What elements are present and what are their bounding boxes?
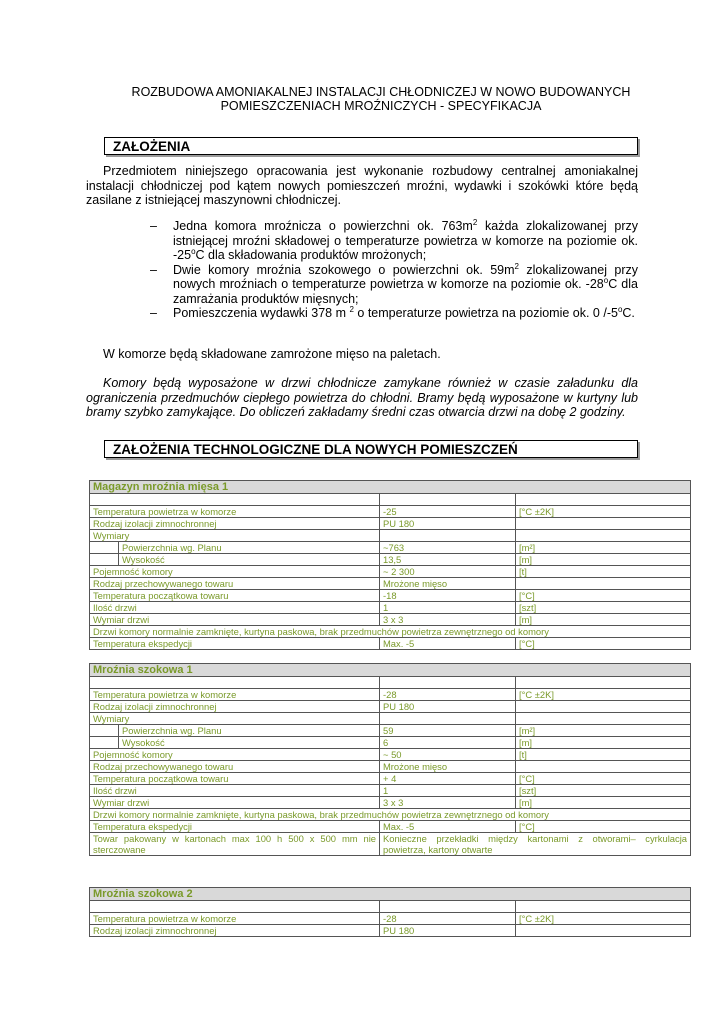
row-label: Wysokość	[122, 737, 165, 748]
list-item-text: zlokalizowanej przy nowych mroźniach o temperaturze powietrza w komorze na poziomie ok. -28	[173, 262, 638, 291]
list-item	[150, 219, 638, 263]
row-value: Max. -5	[380, 821, 516, 833]
row-value: -28	[380, 689, 516, 701]
row-value: 1	[380, 785, 516, 797]
table-row	[90, 506, 691, 518]
dash-bullet: –	[150, 306, 157, 320]
row-unit: [t]	[516, 566, 691, 578]
row-label: Ilość drzwi	[90, 785, 380, 797]
list-item-text: Pomieszczenia wydawki 378 m	[173, 306, 350, 320]
row-unit: [m²]	[516, 725, 691, 737]
section-heading-technologiczne: ZAŁOŻENIA TECHNOLOGICZNE DLA NOWYCH POMIESZCZEŃ	[104, 440, 638, 458]
superscript: 2	[514, 261, 519, 271]
row-label: Temperatura ekspedycji	[90, 638, 380, 650]
table-row	[90, 773, 691, 785]
row-unit: [°C ±2K]	[516, 913, 691, 925]
table-row	[90, 821, 691, 833]
row-value	[380, 713, 516, 725]
row-unit: [°C ±2K]	[516, 689, 691, 701]
row-label: Wymiar drzwi	[90, 614, 380, 626]
row-value: Konieczne przekładki między kartonami z otworami– cyrkulacja powietrza, kartony otwarte	[380, 833, 691, 856]
row-label: Wymiar drzwi	[90, 797, 380, 809]
table-row	[90, 602, 691, 614]
row-label: Temperatura powietrza w komorze	[90, 689, 380, 701]
spec-table-szokowa-1	[89, 663, 691, 856]
table-row	[90, 749, 691, 761]
table-title: Mroźnia szokowa 1	[90, 664, 691, 677]
table-row-towar	[90, 833, 691, 856]
row-unit: [m]	[516, 554, 691, 566]
table-row	[90, 590, 691, 602]
list-item-text: o temperaturze powietrza na poziomie ok. 0 /-5	[353, 306, 618, 320]
table-row-note	[90, 626, 691, 638]
row-label: Rodzaj przechowywanego towaru	[90, 578, 380, 590]
list-item-text: Dwie komory mroźnia szokowego o powierzchni ok. 59m	[173, 262, 515, 277]
table-row-note	[90, 809, 691, 821]
row-unit	[516, 578, 691, 590]
assumptions-list	[150, 219, 638, 321]
row-label: Temperatura początkowa towaru	[90, 590, 380, 602]
row-unit: [°C]	[516, 638, 691, 650]
table-row	[90, 518, 691, 530]
storage-paragraph	[86, 347, 638, 362]
row-label: Rodzaj izolacji zimnochronnej	[90, 701, 380, 713]
intro-text: Przedmiotem niniejszego opracowania jest wykonanie rozbudowy centralnej amoniakalnej instalacji chłodniczej pod kątem nowych pomieszczeń mroźni, wydawki i szokówki które będą zasilane z istniejącej maszynowni chłodniczej.	[86, 164, 638, 207]
row-value: Max. -5	[380, 638, 516, 650]
table-row	[90, 713, 691, 725]
row-value: -28	[380, 913, 516, 925]
row-label: Wymiary	[90, 713, 380, 725]
spec-table-mroznia-1	[89, 480, 691, 650]
row-value: Mrożone mięso	[380, 761, 516, 773]
row-value: + 4	[380, 773, 516, 785]
row-unit	[516, 925, 691, 937]
list-item-text: Jedna komora mroźnicza o powierzchni ok. 763m	[173, 219, 473, 233]
row-unit	[516, 518, 691, 530]
dash-bullet: –	[150, 262, 157, 277]
row-note: Drzwi komory normalnie zamknięte, kurtyna paskowa, brak przedmuchów powietrza zewnętrznego od komory	[90, 626, 691, 638]
row-unit: [m²]	[516, 542, 691, 554]
table-row	[90, 701, 691, 713]
document-title	[86, 85, 676, 113]
dash-bullet: –	[150, 219, 157, 233]
row-label: Temperatura ekspedycji	[90, 821, 380, 833]
row-value: ~ 50	[380, 749, 516, 761]
superscript: o	[191, 246, 196, 256]
row-value: PU 180	[380, 925, 516, 937]
storage-text: W komorze będą składowane zamrożone mięso na paletach.	[103, 347, 441, 361]
table-row	[90, 725, 691, 737]
row-value: ~ 2 300	[380, 566, 516, 578]
row-label: Ilość drzwi	[90, 602, 380, 614]
table-row	[90, 797, 691, 809]
table-row	[90, 530, 691, 542]
table-row	[90, 638, 691, 650]
row-value: PU 180	[380, 518, 516, 530]
row-value: 1	[380, 602, 516, 614]
row-value: -25	[380, 506, 516, 518]
row-unit	[516, 761, 691, 773]
superscript: 2	[349, 304, 354, 314]
row-unit: [szt]	[516, 602, 691, 614]
row-label: Temperatura powietrza w komorze	[90, 913, 380, 925]
table-title: Magazyn mroźnia mięsa 1	[90, 481, 691, 494]
row-value: PU 180	[380, 701, 516, 713]
row-unit: [m]	[516, 797, 691, 809]
row-label: Towar pakowany w kartonach max 100 h 500 x 500 mm nie sterczowane	[90, 833, 380, 856]
row-label: Rodzaj izolacji zimnochronnej	[90, 925, 380, 937]
row-value: 59	[380, 725, 516, 737]
row-unit: [°C]	[516, 590, 691, 602]
row-value	[380, 530, 516, 542]
table-row-empty	[90, 901, 691, 913]
row-unit: [m]	[516, 737, 691, 749]
superscript: o	[603, 275, 609, 285]
list-item	[150, 306, 638, 321]
row-unit: [szt]	[516, 785, 691, 797]
list-item-text: C dla składowania produktów mrożonych;	[195, 248, 427, 262]
row-unit: [t]	[516, 749, 691, 761]
table-row	[90, 566, 691, 578]
list-item-text: C dla zamrażania produktów mięsnych;	[173, 277, 638, 306]
table-row-empty	[90, 494, 691, 506]
row-label: Wymiary	[90, 530, 380, 542]
row-unit: [°C]	[516, 821, 691, 833]
title-line-1: ROZBUDOWA AMONIAKALNEJ INSTALACJI CHŁODNICZEJ W NOWO BUDOWANYCH	[131, 85, 631, 99]
table-row	[90, 913, 691, 925]
row-unit	[516, 701, 691, 713]
row-unit	[516, 713, 691, 725]
section-heading-zalozenia: ZAŁOŻENIA	[104, 137, 638, 155]
list-item-text: każda zlokalizowanej przy istniejącej mroźni składowej o temperaturze powietrza w komorze na poziomie ok. -25	[173, 219, 638, 262]
row-unit: [°C]	[516, 773, 691, 785]
doors-text: Komory będą wyposażone w drzwi chłodnicze zamykane również w czasie załadunku dla ograniczenia przedmuchów ciepłego powietrza do chłodni. Bramy będą wyposażone w kurtyny lub bramy szybko zamykające. Do obliczeń zakładamy średni czas otwarcia drzwi na dobę 2 godziny.	[86, 376, 638, 419]
row-label: Temperatura początkowa towaru	[90, 773, 380, 785]
row-label: Pojemność komory	[90, 749, 380, 761]
title-line-2: POMIESZCZENIACH MROŹNICZYCH - SPECYFIKACJA	[220, 99, 542, 113]
row-label: Rodzaj przechowywanego towaru	[90, 761, 380, 773]
row-label: Powierzchnia wg. Planu	[122, 725, 222, 736]
row-label: Pojemność komory	[90, 566, 380, 578]
row-label: Temperatura powietrza w komorze	[90, 506, 380, 518]
row-label: Rodzaj izolacji zimnochronnej	[90, 518, 380, 530]
list-item	[150, 263, 638, 307]
list-item-text: C.	[622, 306, 635, 320]
table-row	[90, 689, 691, 701]
table-row	[90, 614, 691, 626]
table-row-empty	[90, 677, 691, 689]
table-row	[90, 785, 691, 797]
row-value: 3 x 3	[380, 797, 516, 809]
table-title: Mroźnia szokowa 2	[90, 888, 691, 901]
row-value: ~763	[380, 542, 516, 554]
spec-table-szokowa-2	[89, 887, 691, 937]
superscript: o	[617, 304, 623, 314]
row-label: Powierzchnia wg. Planu	[122, 542, 222, 553]
row-note: Drzwi komory normalnie zamknięte, kurtyna paskowa, brak przedmuchów powietrza zewnętrznego od komory	[90, 809, 691, 821]
table-header-row	[90, 481, 691, 494]
row-value: -18	[380, 590, 516, 602]
row-value: Mrożone mięso	[380, 578, 516, 590]
row-unit	[516, 530, 691, 542]
table-row	[90, 737, 691, 749]
table-row	[90, 761, 691, 773]
superscript: 2	[472, 217, 478, 227]
intro-paragraph	[86, 164, 638, 208]
row-unit: [m]	[516, 614, 691, 626]
table-row	[90, 578, 691, 590]
row-value: 6	[380, 737, 516, 749]
row-label: Wysokość	[122, 554, 165, 565]
table-header-row	[90, 888, 691, 901]
table-row	[90, 925, 691, 937]
table-row	[90, 554, 691, 566]
row-unit: [°C ±2K]	[516, 506, 691, 518]
table-row	[90, 542, 691, 554]
row-value: 13,5	[380, 554, 516, 566]
row-value: 3 x 3	[380, 614, 516, 626]
table-header-row	[90, 664, 691, 677]
doors-paragraph	[86, 376, 638, 420]
